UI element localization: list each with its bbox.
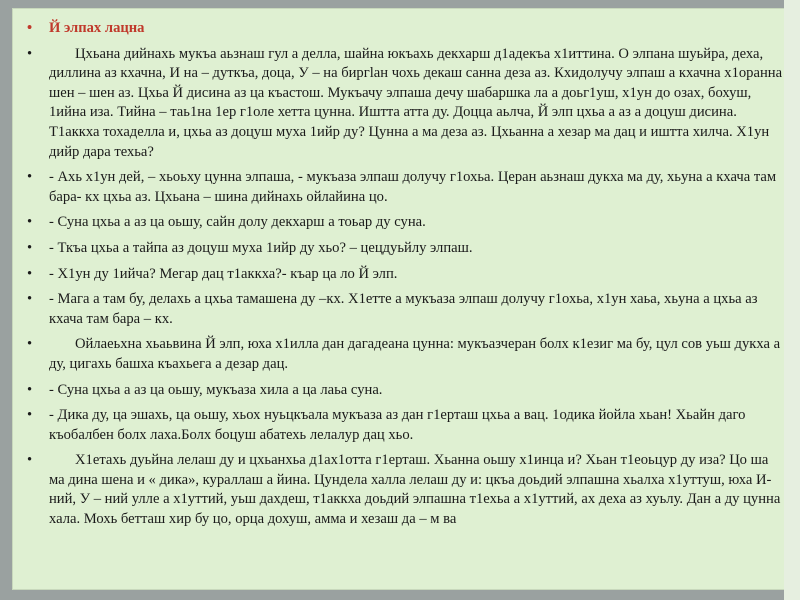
- paragraph-text: - Дика ду, ца эшахь, ца оьшу, хьох нуьцкъала мукъаза аз дан г1ерташ цхьа а вац. 1одика йойла хьан! Хьайн даго къобалбен болх лаха.Болх боцуш абатехь лелалур дац хьо.: [49, 407, 746, 443]
- list-item: [27, 265, 787, 285]
- list-item-title: [27, 19, 787, 39]
- story-title: Й элпах лацна: [49, 20, 145, 36]
- text-content: [27, 19, 787, 536]
- paragraph-text: Х1етахь дуьйна лелаш ду и цхьанхьа д1ах1отта г1ерташ. Хьанна оьшу х1инца и? Хьан т1еоьцур ду иза? Цо ша ма дина шена и « дика», кураллаш а йина. Цундела халла лелаш ду и: цкъа доьдий элпашна хьалха х1уттуш, юха И- ний, У – ний улле а х1уттий, уьш дахдеш, т1аккха доьдий элпашна т1ехьа а х1уттий, ах деха аз хуьлу. Дан а ду цунна хала. Мохь бетташ хир бу цо, орца дохуш, амма и хезаш да – м ва: [49, 452, 781, 528]
- text-page: [12, 8, 789, 590]
- bullet-icon: •: [27, 45, 33, 62]
- bullet-icon: •: [27, 239, 33, 256]
- bullet-icon: •: [27, 407, 33, 424]
- list-item: [27, 45, 787, 163]
- list-item: [27, 290, 787, 329]
- list-item: [27, 335, 787, 374]
- bullet-icon: •: [27, 265, 33, 282]
- bullet-icon: •: [27, 20, 33, 36]
- paragraph-text: Ойлаеьхна хьаьвина Й элп, юха х1илла дан дагадеана цунна: мукъазчеран болх к1езиг ма бу, цул сов уьш дукха а ду, цигахь башха къахьега а дезар дац.: [49, 336, 781, 372]
- bullet-icon: •: [27, 452, 33, 469]
- bullet-icon: •: [27, 169, 33, 186]
- paragraph-text: - Суна цхьа а аз ца оьшу, сайн долу декхарш а тоьар ду суна.: [49, 214, 426, 231]
- bullet-list: [27, 19, 787, 530]
- bullet-icon: •: [27, 381, 33, 398]
- scroll-strip[interactable]: [784, 0, 800, 600]
- paragraph-text: - Суна цхьа а аз ца оьшу, мукъаза хила а ца лаьа суна.: [49, 381, 383, 398]
- list-item: [27, 381, 787, 401]
- paragraph-text: - Ахь х1ун дей, – хьоьху цунна элпаша, - мукъаза элпаш долучу г1охьа. Церан аьзнаш дукха ма ду, хьуна а кхача там бара- кх цхьа аз. Цхьана – шина дийнахь ойлайина цо.: [49, 169, 777, 205]
- paragraph-text: - Мага а там бу, делахь а цхьа тамашена ду –кх. Х1етте а мукъаза элпаш долучу г1охьа, х1ун хаьа, хьуна а цхьа аз кхача там бара – кх.: [49, 291, 758, 327]
- list-item: [27, 239, 787, 259]
- paragraph-text: - Х1ун ду 1ийча? Мегар дац т1аккха?- къар ца ло Й элп.: [49, 265, 398, 282]
- list-item: [27, 168, 787, 207]
- list-item: [27, 406, 787, 445]
- bullet-icon: •: [27, 291, 33, 308]
- list-item: [27, 451, 787, 529]
- paragraph-text: Цхьана дийнахь мукъа аьзнаш гул а делла, шайна юкъахь декхарш д1адекъа х1иттина. О элпана шуьйра, деха, диллина аз кхачна, И на – дуткъа, доца, У – на биргlан чохь декаш санна деза аз. Кхидолучу элпаш а кхачна х1оранна шен – шен аз. Цхьа Й дисина аз ца къастош. Мукъачу элпаша дечу шабаршка ла а доьг1уш, х1ун до озах, бохуш, 1ийна иза. Тийна – таь1на 1ер г1оле хетта цунна. Иштта атта ду. Доцца аьлча, Й элп цхьа а аз а доцуш дисина. Т1аккха тохаделла и, цхьа аз доцуш муха 1ийр ду? Цунна а ма деза аз. Цхьанна а хезар ма дац и иштта хилча. Х1ун дийр дара техьа?: [49, 45, 783, 160]
- bullet-icon: •: [27, 214, 33, 231]
- list-item: [27, 213, 787, 233]
- paragraph-text: - Ткъа цхьа а тайпа аз доцуш муха 1ийр ду хьо? – цецдуьйлу элпаш.: [49, 239, 473, 256]
- bullet-icon: •: [27, 336, 33, 353]
